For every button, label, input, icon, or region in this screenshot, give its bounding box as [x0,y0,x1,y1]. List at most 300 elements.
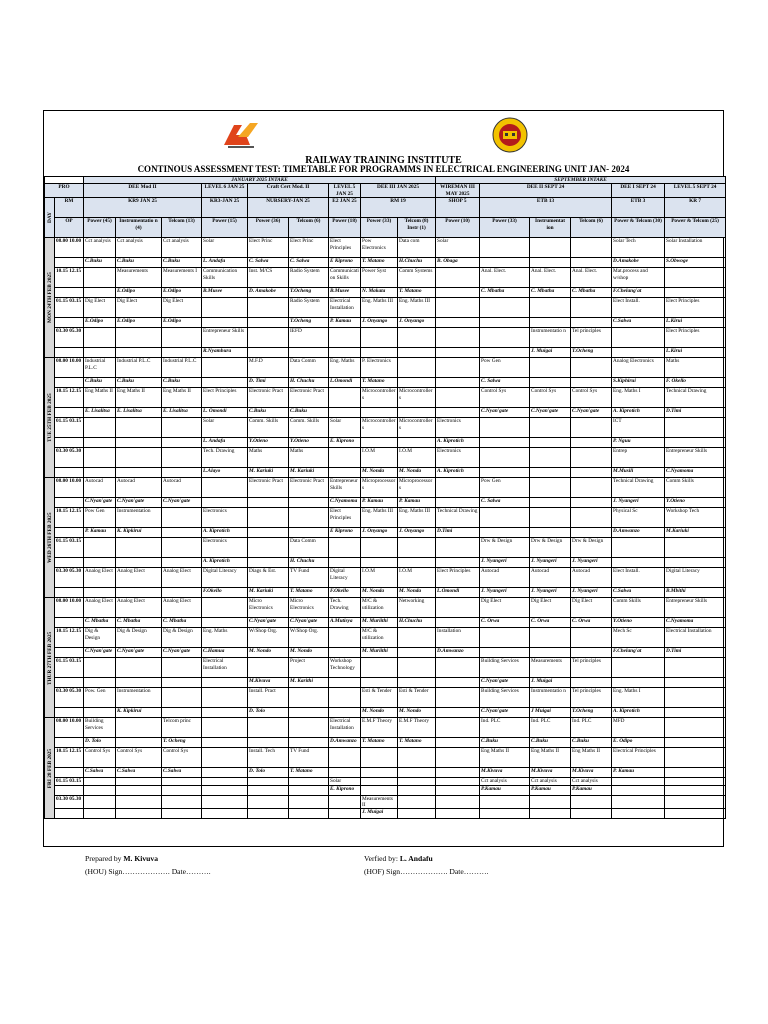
subject-cell [530,478,571,498]
lecturer-cell: L.Omondi [329,378,361,388]
lecturer-cell: T. Matano [361,378,398,388]
option-cell: Power (33) [480,218,530,238]
lecturer-cell [162,588,202,598]
lecturer-cell: A. Kiprotich [202,558,248,568]
table-row [45,348,726,358]
subject-cell: Elect Princ [248,238,289,258]
subject-cell: Communication Skills [329,268,361,288]
subject-cell [329,795,361,809]
lecturer-cell [162,708,202,718]
subject-cell: Eng Maths II [571,748,612,768]
lecturer-cell [162,558,202,568]
lecturer-cell: J. Nyangeri [571,558,612,568]
subject-cell [202,778,248,785]
lecturer-cell: J. Onyango [398,318,436,328]
lecturer-cell [665,768,726,778]
time-cell [55,618,84,628]
subject-cell: Tech. Drawing [329,598,361,618]
lecturer-cell [571,498,612,508]
verified-name: L. Andafu [399,854,433,863]
subject-cell [436,328,480,348]
subject-cell [571,418,612,438]
lecturer-cell: M.Musili [612,468,665,478]
table-row [45,238,726,258]
subject-cell: Comm Skills [612,598,665,618]
time-cell [55,348,84,358]
lecturer-cell: M. Karithi [289,678,329,688]
lecturer-cell [116,438,162,448]
subject-cell: Comm Systems [398,268,436,288]
lecturer-cell [116,785,162,795]
lecturer-cell [530,528,571,538]
lecturer-cell: L.Omondi [436,588,480,598]
time-cell [55,468,84,478]
subject-cell: Comm Skills [665,478,726,498]
option-cell: Power (10) [436,218,480,238]
lecturer-cell: T. Matano [289,588,329,598]
lecturer-cell: B.Musee [329,288,361,298]
table-row [45,568,726,588]
lecturer-cell: E. Lisalitsa [84,408,116,418]
subject-cell: Microprocessors [361,478,398,498]
lecturer-cell: A. Kiprotich [436,438,480,448]
lecturer-cell: J. Nyangeri [480,588,530,598]
subject-cell: Elect Princ [289,238,329,258]
lecturer-cell: H. Chuchu [289,378,329,388]
subject-cell: Technical Drawing [436,508,480,528]
room-cell: KR9 JAN 25 [84,198,202,218]
subject-cell: Digital Literacy [329,568,361,588]
subject-cell: Eng. Maths I [612,388,665,408]
subject-cell: Digital Literacy [665,568,726,588]
subject-cell: Data com [398,238,436,258]
lecturer-cell: M. Muriithi [361,618,398,628]
subject-cell: Eng Maths II [480,748,530,768]
lecturer-cell [665,438,726,448]
lecturer-cell [329,768,361,778]
table-row [45,448,726,468]
day-cell: WED 26TH FEB 2025 [45,478,55,598]
pro-label: PRO [45,184,84,198]
lecturer-cell [436,738,480,748]
room-cell: RM 19 [361,198,436,218]
lecturer-cell [398,438,436,448]
table-row [45,478,726,498]
subject-cell: Eng. Maths [202,628,248,648]
lecturer-cell [84,678,116,688]
day-label: DAY [45,198,55,238]
subject-cell: Microcontrollers [398,388,436,408]
subject-cell: Solar [329,418,361,438]
subject-cell [530,238,571,258]
time-cell [55,288,84,298]
lecturer-cell: P. Kamau [329,318,361,328]
subject-cell [436,388,480,408]
subject-cell: Workshop Technology [329,658,361,678]
table-row [45,498,726,508]
subject-cell [202,598,248,618]
subject-cell: Drw & Design [571,538,612,558]
lecturer-cell: C. Mbatha [480,288,530,298]
subject-cell [530,795,571,809]
lecturer-cell: T. Matano [289,768,329,778]
lecturer-cell: C.Nyan'gate [480,678,530,688]
subject-cell: Elect Principles [665,328,726,348]
subject-cell [248,658,289,678]
lecturer-cell [202,785,248,795]
lecturer-cell [361,785,398,795]
lecturer-cell: M. Nonda [398,468,436,478]
subject-cell: Micro Electronics [289,598,329,618]
lecturer-cell: C.Nyamoma [665,618,726,628]
time-cell [55,588,84,598]
subject-cell: Pow Electronics [361,238,398,258]
lecturer-cell [436,378,480,388]
subject-cell [436,778,480,785]
subject-cell: Drw & Design [530,538,571,558]
time-cell: 08.00 10.00 [55,478,84,498]
lecturer-cell: D.Timi [436,528,480,538]
lecturer-cell: C. Salwa [480,498,530,508]
subject-cell: Analog Elect [84,568,116,588]
subject-cell: Data Comm [289,538,329,558]
lecturer-cell [116,738,162,748]
lecturer-cell: L.Kirui [665,318,726,328]
table-row [45,778,726,785]
lecturer-cell: P. Kamau [84,528,116,538]
subject-cell: Esti & Tender [398,688,436,708]
subject-cell [248,538,289,558]
subject-cell [530,628,571,648]
subject-cell: Ind. PLC [571,718,612,738]
subject-cell: Elect Principles [202,388,248,408]
time-cell [55,498,84,508]
subject-cell [436,688,480,708]
programme-cell: DEE I SEPT 24 [612,184,665,198]
lecturer-cell: C. Mbatha [84,618,116,628]
lecturer-cell: M. Nonda [398,588,436,598]
option-cell: Telcom (6) [289,218,329,238]
lecturer-cell: F. Okello [665,378,726,388]
time-cell [55,438,84,448]
subject-cell [116,795,162,809]
lecturer-cell: T.Ocheng [571,348,612,358]
programme-cell: LEVEL 5 JAN 25 [329,184,361,198]
lecturer-cell: M.Kivuva [480,768,530,778]
table-row [45,628,726,648]
lecturer-cell [289,809,329,819]
lecturer-cell: S.Kiphirui [612,378,665,388]
day-cell: MON 24TH FEB 2025 [45,238,55,358]
subject-cell: Control Sys [480,388,530,408]
subject-cell [398,795,436,809]
time-cell [55,768,84,778]
lecturer-cell [571,468,612,478]
subject-cell [84,538,116,558]
subject-cell [202,358,248,378]
subject-cell: Workshop Tech [665,508,726,528]
lecturer-cell [162,785,202,795]
subject-cell: Pow Gen [480,358,530,378]
lecturer-cell: D.Amwanzo [436,648,480,658]
subject-cell [162,778,202,785]
subject-cell: Digital Literacy [202,568,248,588]
subject-cell: Pow. Gen [84,688,116,708]
lecturer-cell [665,738,726,748]
lecturer-cell: A. Kiprotich [612,708,665,718]
subject-cell [398,778,436,785]
subject-cell [665,658,726,678]
table-row [45,738,726,748]
lecturer-cell: M.Kivuva [248,678,289,688]
subject-cell: Electrical Principles [612,748,665,768]
subject-cell: Elect Install. [612,568,665,588]
lecturer-cell: C.Nyan'gate [480,408,530,418]
lecturer-cell: C.Buku [248,408,289,418]
lecturer-cell [398,785,436,795]
lecturer-cell: Y.Otieno [665,498,726,508]
subject-cell [248,328,289,348]
lecturer-cell [571,809,612,819]
lecturer-cell [202,768,248,778]
lecturer-cell [361,408,398,418]
subject-cell [84,328,116,348]
subject-cell: Ind. PLC [530,718,571,738]
subject-cell: Electronic Pract [248,388,289,408]
time-cell [55,318,84,328]
prepared-name: M. Kivuva [123,854,158,863]
subject-cell [162,658,202,678]
lecturer-cell: F.Okello [202,588,248,598]
lecturer-cell: E. Kiprono [329,438,361,448]
option-cell: Power (45) [84,218,116,238]
lecturer-cell [289,738,329,748]
subject-cell: Eng. Maths III [361,298,398,318]
option-cell: Power & Telcom (30) [612,218,665,238]
subject-cell: Eng. Maths [329,358,361,378]
lecturer-cell [248,318,289,328]
option-cell: Power & Telcom (25) [665,218,726,238]
day-cell: FRI 28 FEB 2025 [45,718,55,819]
subject-cell: Solar Tech [612,238,665,258]
subject-cell: Cct analysis [84,238,116,258]
lecturer-cell [248,738,289,748]
lecturer-cell: M. Nondo [289,648,329,658]
subject-cell [361,328,398,348]
lecturer-cell: L. Omondi [202,408,248,418]
subject-cell: Ind. PLC [480,718,530,738]
subject-cell [571,238,612,258]
lecturer-cell [162,438,202,448]
subject-cell: Solar [329,778,361,785]
subject-cell: Analog Electronics [612,358,665,378]
subject-cell: W/Shop Org. [289,628,329,648]
time-cell: 01.15 03.15 [55,778,84,785]
lecturer-cell: C.Salwa [612,318,665,328]
subject-cell: Electrical Installation [202,658,248,678]
subject-cell: Building Services [480,688,530,708]
subject-cell [84,418,116,438]
lecturer-cell: J. Muigai [530,348,571,358]
subject-cell [84,448,116,468]
lecturer-cell: Y.Otieno [612,618,665,628]
lecturer-cell [116,588,162,598]
subject-cell: Analog Elect [162,568,202,588]
lecturer-cell: A. Kiprotich [436,468,480,478]
subject-cell: Solar [436,238,480,258]
lecturer-cell [248,809,289,819]
lecturer-cell: B.Mbithi [665,588,726,598]
lecturer-cell: T. Ocheng [162,738,202,748]
room-cell: NURSERY-JAN 25 [248,198,329,218]
lecturer-cell [248,785,289,795]
table-row [45,718,726,738]
subject-cell: Drw & Design [480,538,530,558]
subject-cell: Microcontrollers [398,418,436,438]
day-cell: THUR 27TH FEB 2025 [45,598,55,718]
subject-cell: Autocad [530,568,571,588]
subject-cell [248,298,289,318]
lecturer-cell [361,768,398,778]
time-cell [55,708,84,718]
time-cell: 03.30 05.30 [55,328,84,348]
subject-cell [571,478,612,498]
lecturer-cell [530,378,571,388]
option-cell: Instrumentatio n (4) [116,218,162,238]
subject-cell: I.O.M [361,448,398,468]
subject-cell: I.O.M [398,568,436,588]
subject-cell [361,658,398,678]
lecturer-cell [436,809,480,819]
subject-cell: Anal. Elect. [571,268,612,288]
table-row [45,328,726,348]
subject-cell: Entrepreneur Skills [329,478,361,498]
lecturer-cell: K. Kipkirui [116,708,162,718]
lecturer-cell [571,438,612,448]
lecturer-cell [289,528,329,538]
subject-cell [436,658,480,678]
table-row [45,288,726,298]
lecturer-cell [665,288,726,298]
subject-cell: Project [289,658,329,678]
intake-january: JANUARY 2025 INTAKE [84,177,436,184]
lecturer-cell: E.Odipo [162,288,202,298]
subject-cell [665,268,726,288]
lecturer-cell: D. Tolo [84,738,116,748]
subject-cell: Analog Elect [116,598,162,618]
table-row [45,558,726,568]
subject-cell [398,658,436,678]
subject-cell: Comm. Skills [289,418,329,438]
subject-cell [162,328,202,348]
lecturer-cell [84,288,116,298]
subject-cell [436,795,480,809]
lecturer-cell [436,785,480,795]
lecturer-cell: C.Buku [289,408,329,418]
lecturer-cell: C.Nyan'gate [289,618,329,628]
lecturer-cell [361,438,398,448]
time-cell: 10.15 12.15 [55,748,84,768]
footer-verified [364,852,488,878]
lecturer-cell: E. Odipo [612,738,665,748]
subject-cell [329,328,361,348]
subject-cell: Eng. Maths III [398,508,436,528]
lecturer-cell: E.Odipo [116,318,162,328]
subject-cell: Elect Principles [436,568,480,588]
subject-cell: M/C & utilization [361,628,398,648]
time-cell: 01.15 03.15 [55,538,84,558]
lecturer-cell: D. Amakobe [248,288,289,298]
table-row [45,438,726,448]
subject-cell: Entrep [612,448,665,468]
lecturer-cell [398,768,436,778]
programme-cell: LEVEL 5 SEPT 24 [665,184,726,198]
lecturer-cell [530,258,571,268]
lecturer-cell [612,678,665,688]
programme-row [45,184,726,198]
subject-cell [361,538,398,558]
subject-cell [530,418,571,438]
lecturer-cell [202,318,248,328]
lecturer-cell: C.Nyan'gate [248,618,289,628]
room-row [45,198,726,218]
option-cell: Power (36) [248,218,289,238]
time-cell [55,408,84,418]
subject-cell: Industrial P.L.C [162,358,202,378]
subject-cell: Eng. Maths III [398,298,436,318]
lecturer-cell [398,558,436,568]
table-row [45,598,726,618]
lecturer-cell [202,678,248,688]
subject-cell [436,268,480,288]
table-row [45,318,726,328]
lecturer-cell [202,618,248,628]
lecturer-cell [398,809,436,819]
programme-cell: WIREMAN III MAY 2025 [436,184,480,198]
subject-cell [436,718,480,738]
subject-cell: Dig Elect [162,298,202,318]
time-cell [55,378,84,388]
subject-cell: Cct analysis [480,778,530,785]
subject-cell [530,448,571,468]
lecturer-cell [530,438,571,448]
subject-cell: M/C & utilization [361,598,398,618]
subject-cell: Dig & Design [116,628,162,648]
lecturer-cell: D.Amakobe [612,258,665,268]
subject-cell: Building Services [480,658,530,678]
subject-cell [202,748,248,768]
lecturer-cell: J. Nyangeri [530,558,571,568]
table-row [45,528,726,538]
subject-cell [289,688,329,708]
subject-cell: E.M.F Theory [361,718,398,738]
subject-cell: Comm. Skills [248,418,289,438]
lecturer-cell [202,498,248,508]
lecturer-cell [612,348,665,358]
subject-cell [162,795,202,809]
subject-cell: Power Syst [361,268,398,288]
subject-cell: TV Fund [289,748,329,768]
subject-cell: Technical Drawing [612,478,665,498]
subject-cell: Cct analysis [530,778,571,785]
day-cell: TUE 25TH FEB 2025 [45,358,55,478]
lecturer-cell [480,438,530,448]
subject-cell [398,358,436,378]
subject-cell [329,688,361,708]
table-row [45,258,726,268]
subject-cell: Technical Drawing [665,388,726,408]
subject-cell: Measurements [530,658,571,678]
